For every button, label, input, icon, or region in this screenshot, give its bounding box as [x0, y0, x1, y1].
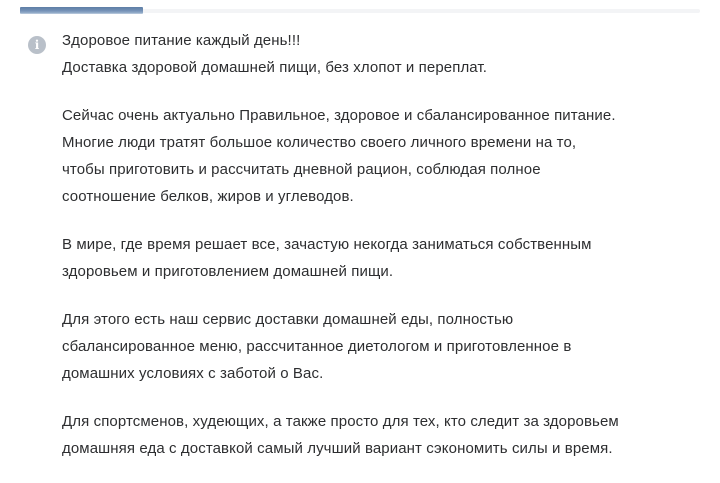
post-text-line: домашняя еда с доставкой самый лучший вариант сэкономить силы и время.: [62, 440, 613, 457]
post-text-line: соотношение белков, жиров и углеводов.: [62, 188, 354, 205]
post-paragraph: [62, 408, 710, 462]
post-text-line: домашних условиях с заботой о Вас.: [62, 365, 324, 382]
post-text: [62, 27, 710, 483]
post-text-line: Многие люди тратят большое количество своего личного времени на то,: [62, 134, 577, 151]
progress-bar-track: [20, 9, 700, 13]
post-text-line: Здоровое питание каждый день!!!: [62, 32, 301, 49]
post-text-line: В мире, где время решает все, зачастую некогда заниматься собственным: [62, 236, 592, 253]
post-paragraph: [62, 231, 710, 285]
progress-bar-fill: [20, 7, 143, 14]
post-text-line: здоровьем и приготовлением домашней пищи.: [62, 263, 394, 280]
post-paragraph: [62, 102, 710, 210]
post-paragraph: [62, 306, 710, 387]
post-text-line: сбалансированное меню, рассчитанное диетологом и приготовленное в: [62, 338, 572, 355]
post-text-line: Для этого есть наш сервис доставки домашней еды, полностью: [62, 311, 514, 328]
post-text-line: чтобы приготовить и рассчитать дневной рацион, соблюдая полное: [62, 161, 541, 178]
post-text-line: Сейчас очень актуально Правильное, здоровое и сбалансированное питание.: [62, 107, 616, 124]
post-text-line: Доставка здоровой домашней пищи, без хлопот и переплат.: [62, 59, 487, 76]
info-icon[interactable]: i: [28, 36, 46, 54]
post-text-line: Для спортсменов, худеющих, а также просто для тех, кто следит за здоровьем: [62, 413, 619, 430]
post-paragraph: [62, 27, 710, 81]
